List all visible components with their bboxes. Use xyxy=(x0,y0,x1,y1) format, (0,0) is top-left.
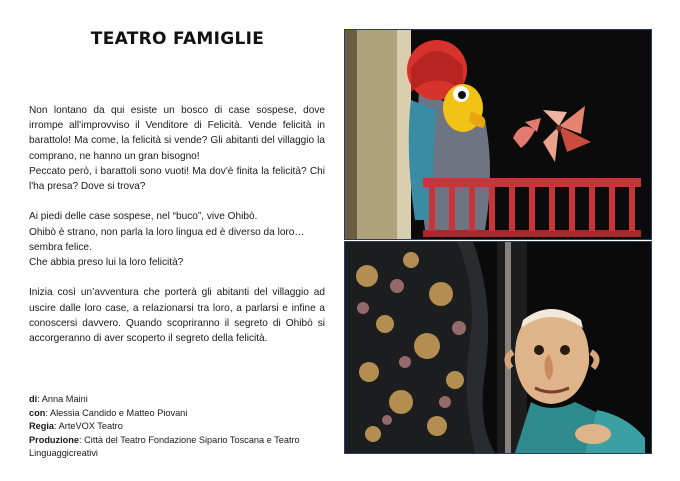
credit-value: ArteVOX Teatro xyxy=(58,421,123,432)
credit-cast: con: Alessia Candido e Matteo Piovani xyxy=(29,407,188,418)
old-puppet-with-tree-illustration xyxy=(345,242,651,453)
synopsis-paragraph-1 xyxy=(29,103,325,194)
synopsis-text: Inizia così un’avventura che porterà gli abitanti del villaggio ad uscire dalle loro case, a relazionarsi tra loro, a parlarsi e infine a conoscersi davvero. Quando scopriranno il segreto di Ohibò si accorgeranno di aver scoperto il segreto della felicità. xyxy=(29,287,325,345)
credit-value: Anna Maini xyxy=(41,394,88,404)
synopsis-text: Non lontano da qui esiste un bosco di case sospese, dove irrompe all'improvviso il Venditore di Felicità. Vende felicità in barattolo! Ma come, la felicità si vende? Gli abitanti del villaggio la comprano, ne hanno un gran bisogno! xyxy=(29,105,325,162)
credit-label: di xyxy=(29,394,38,404)
synopsis-paragraph-2 xyxy=(29,209,325,270)
credits xyxy=(29,393,329,461)
page-title: TEATRO FAMIGLIE xyxy=(90,29,265,49)
puppet-with-red-hat-photo xyxy=(344,29,652,240)
credit-label: con xyxy=(29,407,46,418)
puppet-hand xyxy=(575,424,611,444)
puppet-with-red-hat-illustration xyxy=(345,30,651,239)
synopsis-text: Peccato però, i barattoli sono vuoti! Ma dov'è finita la felicità? Chi l'ha presa? Dove si trova? xyxy=(29,165,325,193)
credit-label: Produzione xyxy=(29,434,80,445)
credit-value: Città del Teatro Fondazione Sipario Toscana e Teatro Linguaggicreativi xyxy=(29,434,300,459)
credit-label: Regia xyxy=(29,421,55,432)
credit-production: Produzione: Città del Teatro Fondazione Sipario Toscana e Teatro Linguaggicreativi xyxy=(29,434,300,459)
credit-author: di: Anna Maini xyxy=(29,394,88,404)
synopsis xyxy=(29,103,325,361)
synopsis-paragraph-3 xyxy=(29,285,325,346)
credit-value: Alessia Candido e Matteo Piovani xyxy=(49,407,188,418)
credit-direction: Regia: ArteVOX Teatro xyxy=(29,421,123,432)
synopsis-text: Che abbia preso lui la loro felicità? xyxy=(29,257,184,269)
synopsis-text: Ai piedi delle case sospese, nel “buco”, vive Ohibò. xyxy=(29,211,258,223)
synopsis-text: Ohibò è strano, non parla la loro lingua ed è diverso da loro… sembra felice. xyxy=(29,226,305,253)
old-puppet-with-tree-photo xyxy=(344,241,652,454)
